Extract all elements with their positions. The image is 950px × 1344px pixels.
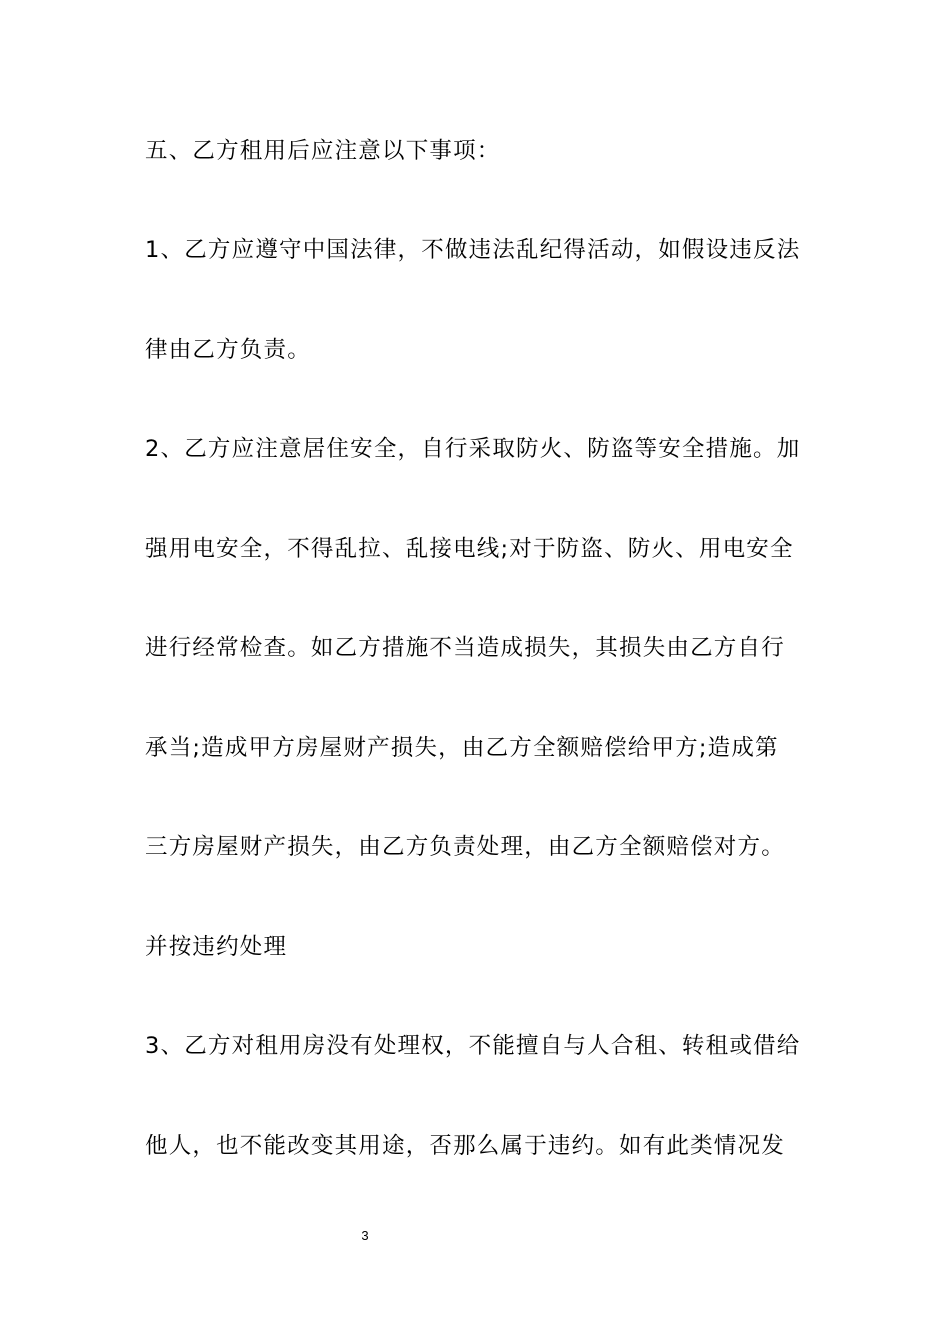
paragraph-line: 承当;造成甲方房屋财产损失，由乙方全额赔偿给甲方;造成第 [145, 735, 779, 761]
paragraph-line: 1、乙方应遵守中国法律，不做违法乱纪得活动，如假设违反法 [145, 237, 801, 263]
paragraph-line: 律由乙方负责。 [145, 337, 311, 363]
paragraph-line: 三方房屋财产损失，由乙方负责处理，由乙方全额赔偿对方。 [145, 834, 785, 860]
paragraph-line: 2、乙方应注意居住安全，自行采取防火、防盗等安全措施。加 [145, 436, 801, 462]
section-heading: 五、乙方租用后应注意以下事项： [145, 138, 501, 164]
paragraph-line: 3、乙方对租用房没有处理权，不能擅自与人合租、转租或借给 [145, 1033, 801, 1059]
page-number: 3 [361, 1228, 369, 1243]
paragraph-line: 进行经常检查。如乙方措施不当造成损失，其损失由乙方自行 [145, 635, 785, 661]
paragraph-line: 强用电安全，不得乱拉、乱接电线;对于防盗、防火、用电安全 [145, 536, 794, 562]
paragraph-line: 他人，也不能改变其用途，否那么属于违约。如有此类情况发 [145, 1133, 785, 1159]
paragraph-line: 并按违约处理 [145, 934, 288, 960]
